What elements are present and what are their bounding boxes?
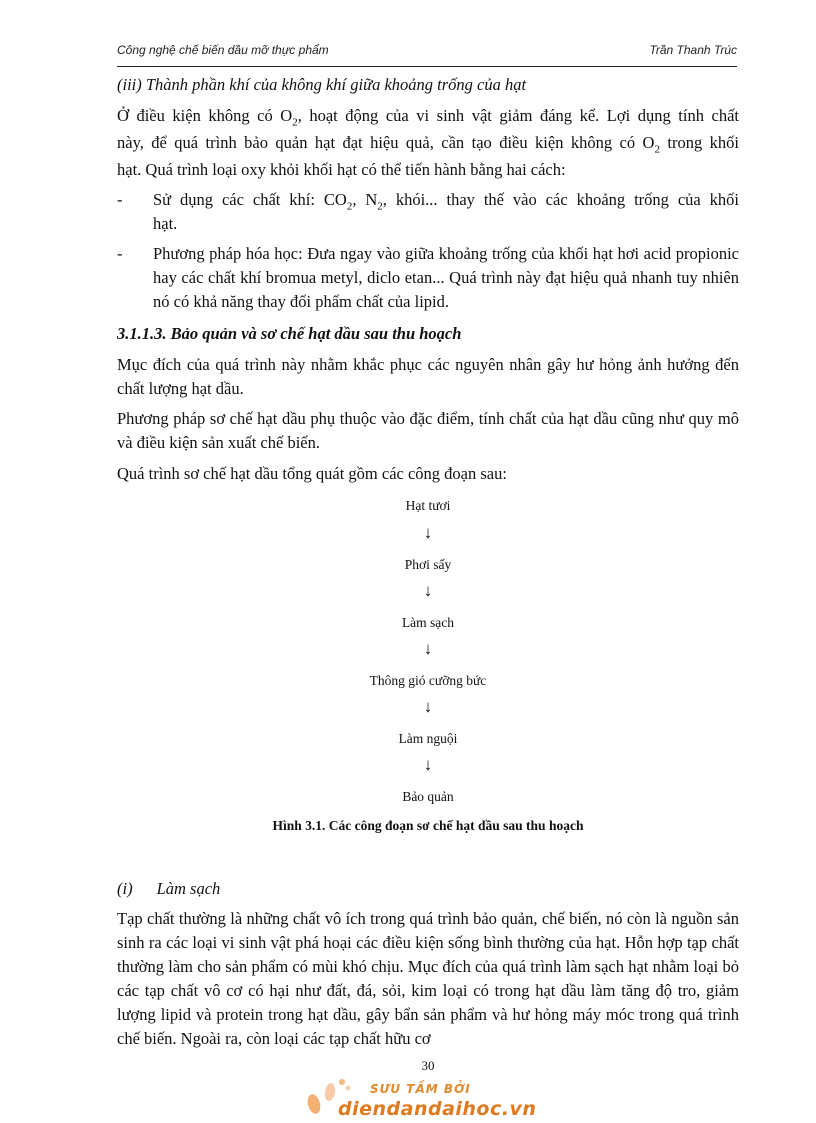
flow-step-4: Thông gió cưỡng bức [369, 673, 487, 688]
section-3113-paragraph-2: Phương pháp sơ chế hạt dầu phụ thuộc vào đặc điểm, tính chất của hạt dầu cũng như quy mô và điều kiện sản xuất chế biến. [117, 409, 739, 452]
section-iii-paragraph-line-3: hạt. Quá trình loại oxy khỏi khối hạt có thể tiến hành bằng hai cách: [117, 160, 566, 179]
header-divider [117, 66, 737, 67]
section-i-heading: (i) Làm sạch [117, 879, 221, 898]
flow-step-5: Làm nguội [398, 731, 458, 746]
flow-arrow-icon: ↓ [423, 523, 433, 542]
flow-step-1: Hạt tươi [405, 498, 451, 513]
flow-step-6: Bảo quản [402, 789, 454, 804]
watermark [300, 1070, 560, 1120]
section-iii-paragraph-line-1: Ở điều kiện không có $O_2$, hoạt động của vi sinh vật giảm đáng kể. Lợi dụng tính chất [117, 106, 739, 129]
flow-step-2: Phơi sấy [404, 557, 452, 572]
flow-arrow-icon: ↓ [423, 755, 433, 774]
section-i-paragraph: Tạp chất thường là những chất vô ích trong quá trình bảo quản, chế biến, nó còn là nguồn sản sinh ra các loại vi sinh vật phá hoại các điều kiện sống bình thường của hạt. Hỗn hợp tạp chất thường làm cho sản phẩm có mùi khó chịu. Mục đích của quá trình làm sạch hạt nhằm loại bỏ các tạp chất vô cơ có hại như đất, đá, sỏi, kim loại có trong hạt dầu làm tăng độ tro, giảm lượng lipid và protein trong hạt dầu, gây bẩn sản phẩm và hư hỏng máy móc trong quá trình chế biến. Ngoài ra, còn loại các tạp chất hữu cơ [117, 909, 739, 1048]
section-iii-paragraph-line-2: này, để quá trình bảo quản hạt đạt hiệu quả, cần tạo điều kiện không có $O_2$ trong khối [117, 133, 739, 156]
flow-arrow-icon: ↓ [423, 581, 433, 600]
section-3113-heading: 3.1.1.3. Bảo quản và sơ chế hạt dầu sau thu hoạch [117, 324, 462, 343]
flow-arrow-icon: ↓ [423, 639, 433, 658]
page-number: 30 [421, 1058, 435, 1073]
bullet-1-line-1: Sử dụng các chất khí: $CO_2$, $N_2$, khói... thay thế vào các khoảng trống của khối [153, 190, 739, 213]
watermark-top-text: SƯU TẦM BỞI [370, 1082, 471, 1096]
header-book-title: Công nghệ chế biến dầu mỡ thực phẩm [117, 43, 329, 57]
bullet-1-line-2: hạt. [153, 214, 178, 233]
figure-caption: Hình 3.1. Các công đoạn sơ chế hạt dầu sau thu hoạch [272, 818, 584, 833]
flow-arrow-icon: ↓ [423, 697, 433, 716]
bullet-dash: - [117, 190, 123, 209]
bullet-2-text: Phương pháp hóa học: Đưa ngay vào giữa khoảng trống của khối hạt hơi acid propionic hay các chất khí bromua metyl, diclo etan... Quá trình này đạt hiệu quả nhanh tuy nhiên nó có khả năng thay đổi phẩm chất của lipid. [153, 244, 739, 311]
flow-step-3: Làm sạch [401, 615, 455, 630]
section-3113-paragraph-1: Mục đích của quá trình này nhằm khắc phục các nguyên nhân gây hư hỏng ảnh hưởng đến chất lượng hạt dầu. [117, 355, 739, 398]
header-author: Trần Thanh Trúc [649, 43, 737, 57]
section-iii-heading: (iii) Thành phần khí của không khí giữa khoảng trống của hạt [117, 75, 527, 94]
watermark-site-text: diendandaihoc.vn [338, 1098, 537, 1120]
section-3113-paragraph-3: Quá trình sơ chế hạt dầu tổng quát gồm các công đoạn sau: [117, 464, 507, 483]
bullet-dash: - [117, 244, 123, 263]
